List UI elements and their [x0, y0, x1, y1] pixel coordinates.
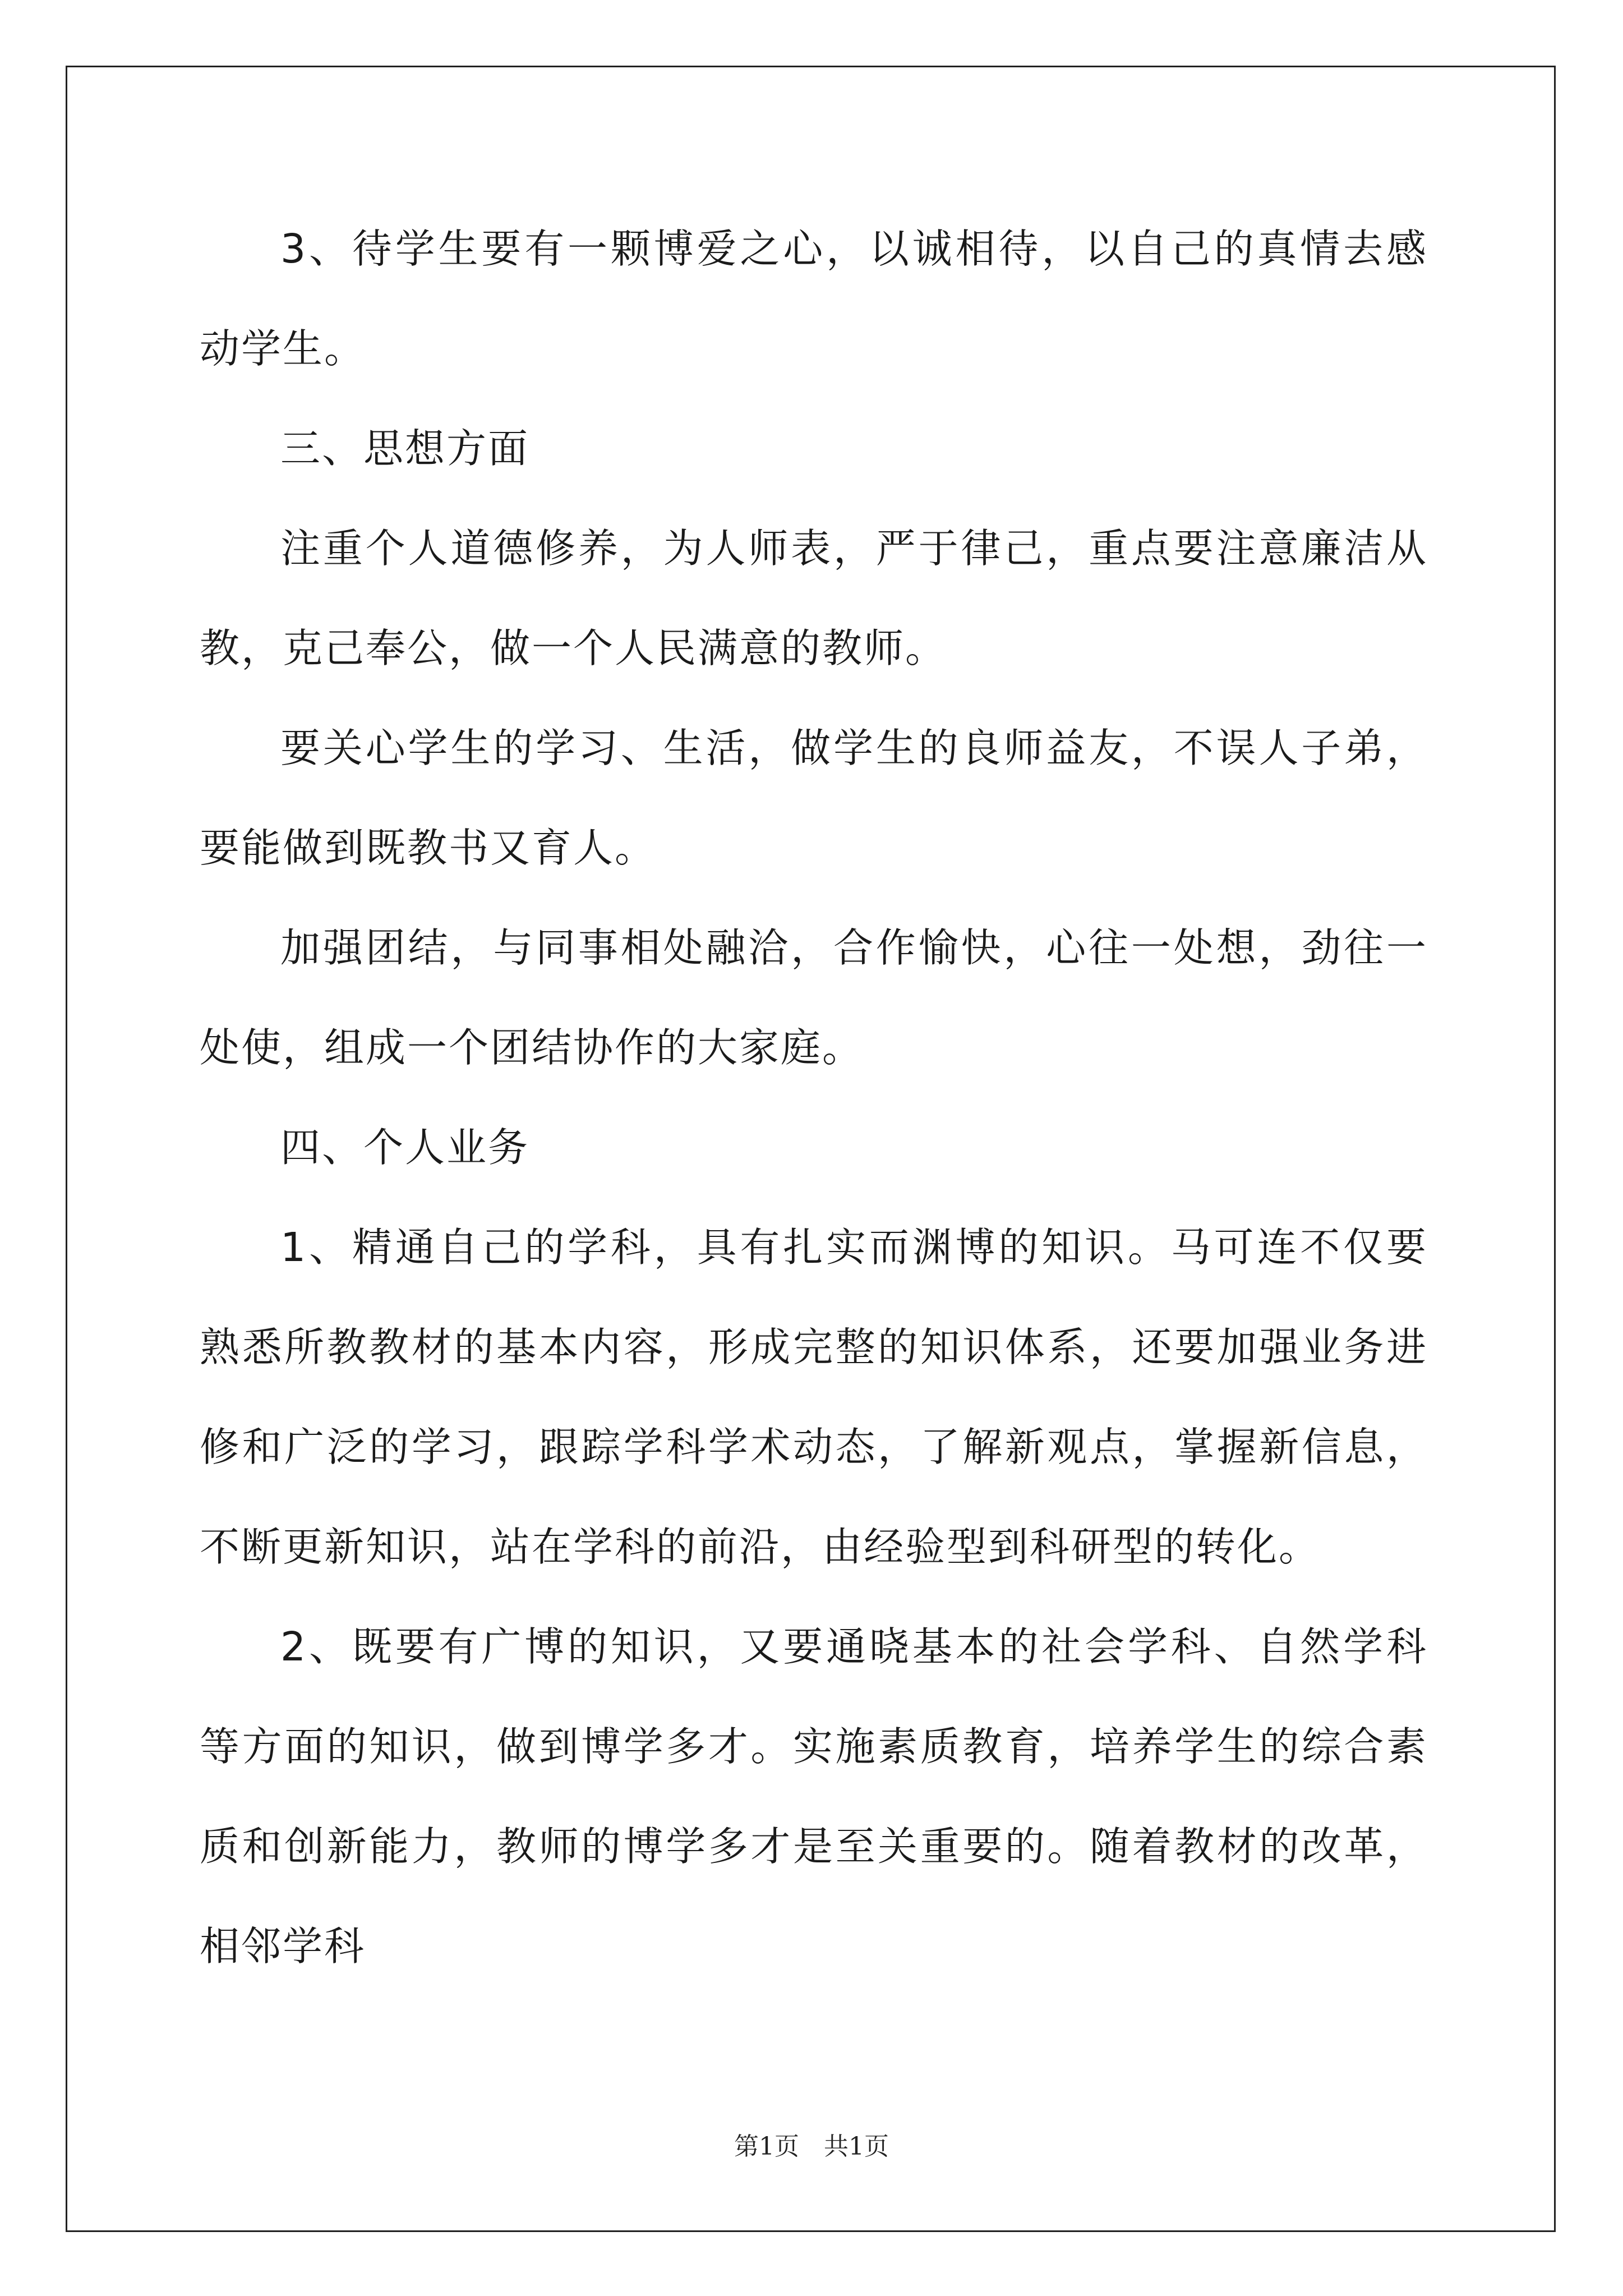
section-heading: 三、思想方面 — [280, 425, 530, 472]
paragraph: 加强团结，与同事相处融洽，合作愉快，心往一处想，劲往一处使，组成一个团结协作的大家庭。 — [200, 924, 1428, 1071]
paragraph: 注重个人道德修养，为人师表，严于律己，重点要注意廉洁从教，克己奉公，做一个人民满意的教师。 — [200, 525, 1428, 671]
paragraph: 2、既要有广博的知识，又要通晓基本的社会学科、自然学科等方面的知识，做到博学多才。实施素质教育，培养学生的综合素质和创新能力，教师的博学多才是至关重要的。随着教材的改革，相邻学科 — [200, 1623, 1428, 1970]
page-number-footer: 第1页 共1页 — [734, 2132, 889, 2161]
paragraph: 3、待学生要有一颗博爱之心，以诚相待，以自己的真情去感动学生。 — [200, 226, 1428, 372]
section-heading: 四、个人业务 — [280, 1124, 530, 1171]
document-body — [200, 199, 1428, 1996]
paragraph: 要关心学生的学习、生活，做学生的良师益友，不误人子弟，要能做到既教书又育人。 — [200, 725, 1428, 871]
paragraph: 1、精通自己的学科，具有扎实而渊博的知识。马可连不仅要熟悉所教教材的基本内容，形成完整的知识体系，还要加强业务进修和广泛的学习，跟踪学科学术动态，了解新观点，掌握新信息，不断更新知识，站在学科的前沿，由经验型到科研型的转化。 — [200, 1224, 1428, 1570]
